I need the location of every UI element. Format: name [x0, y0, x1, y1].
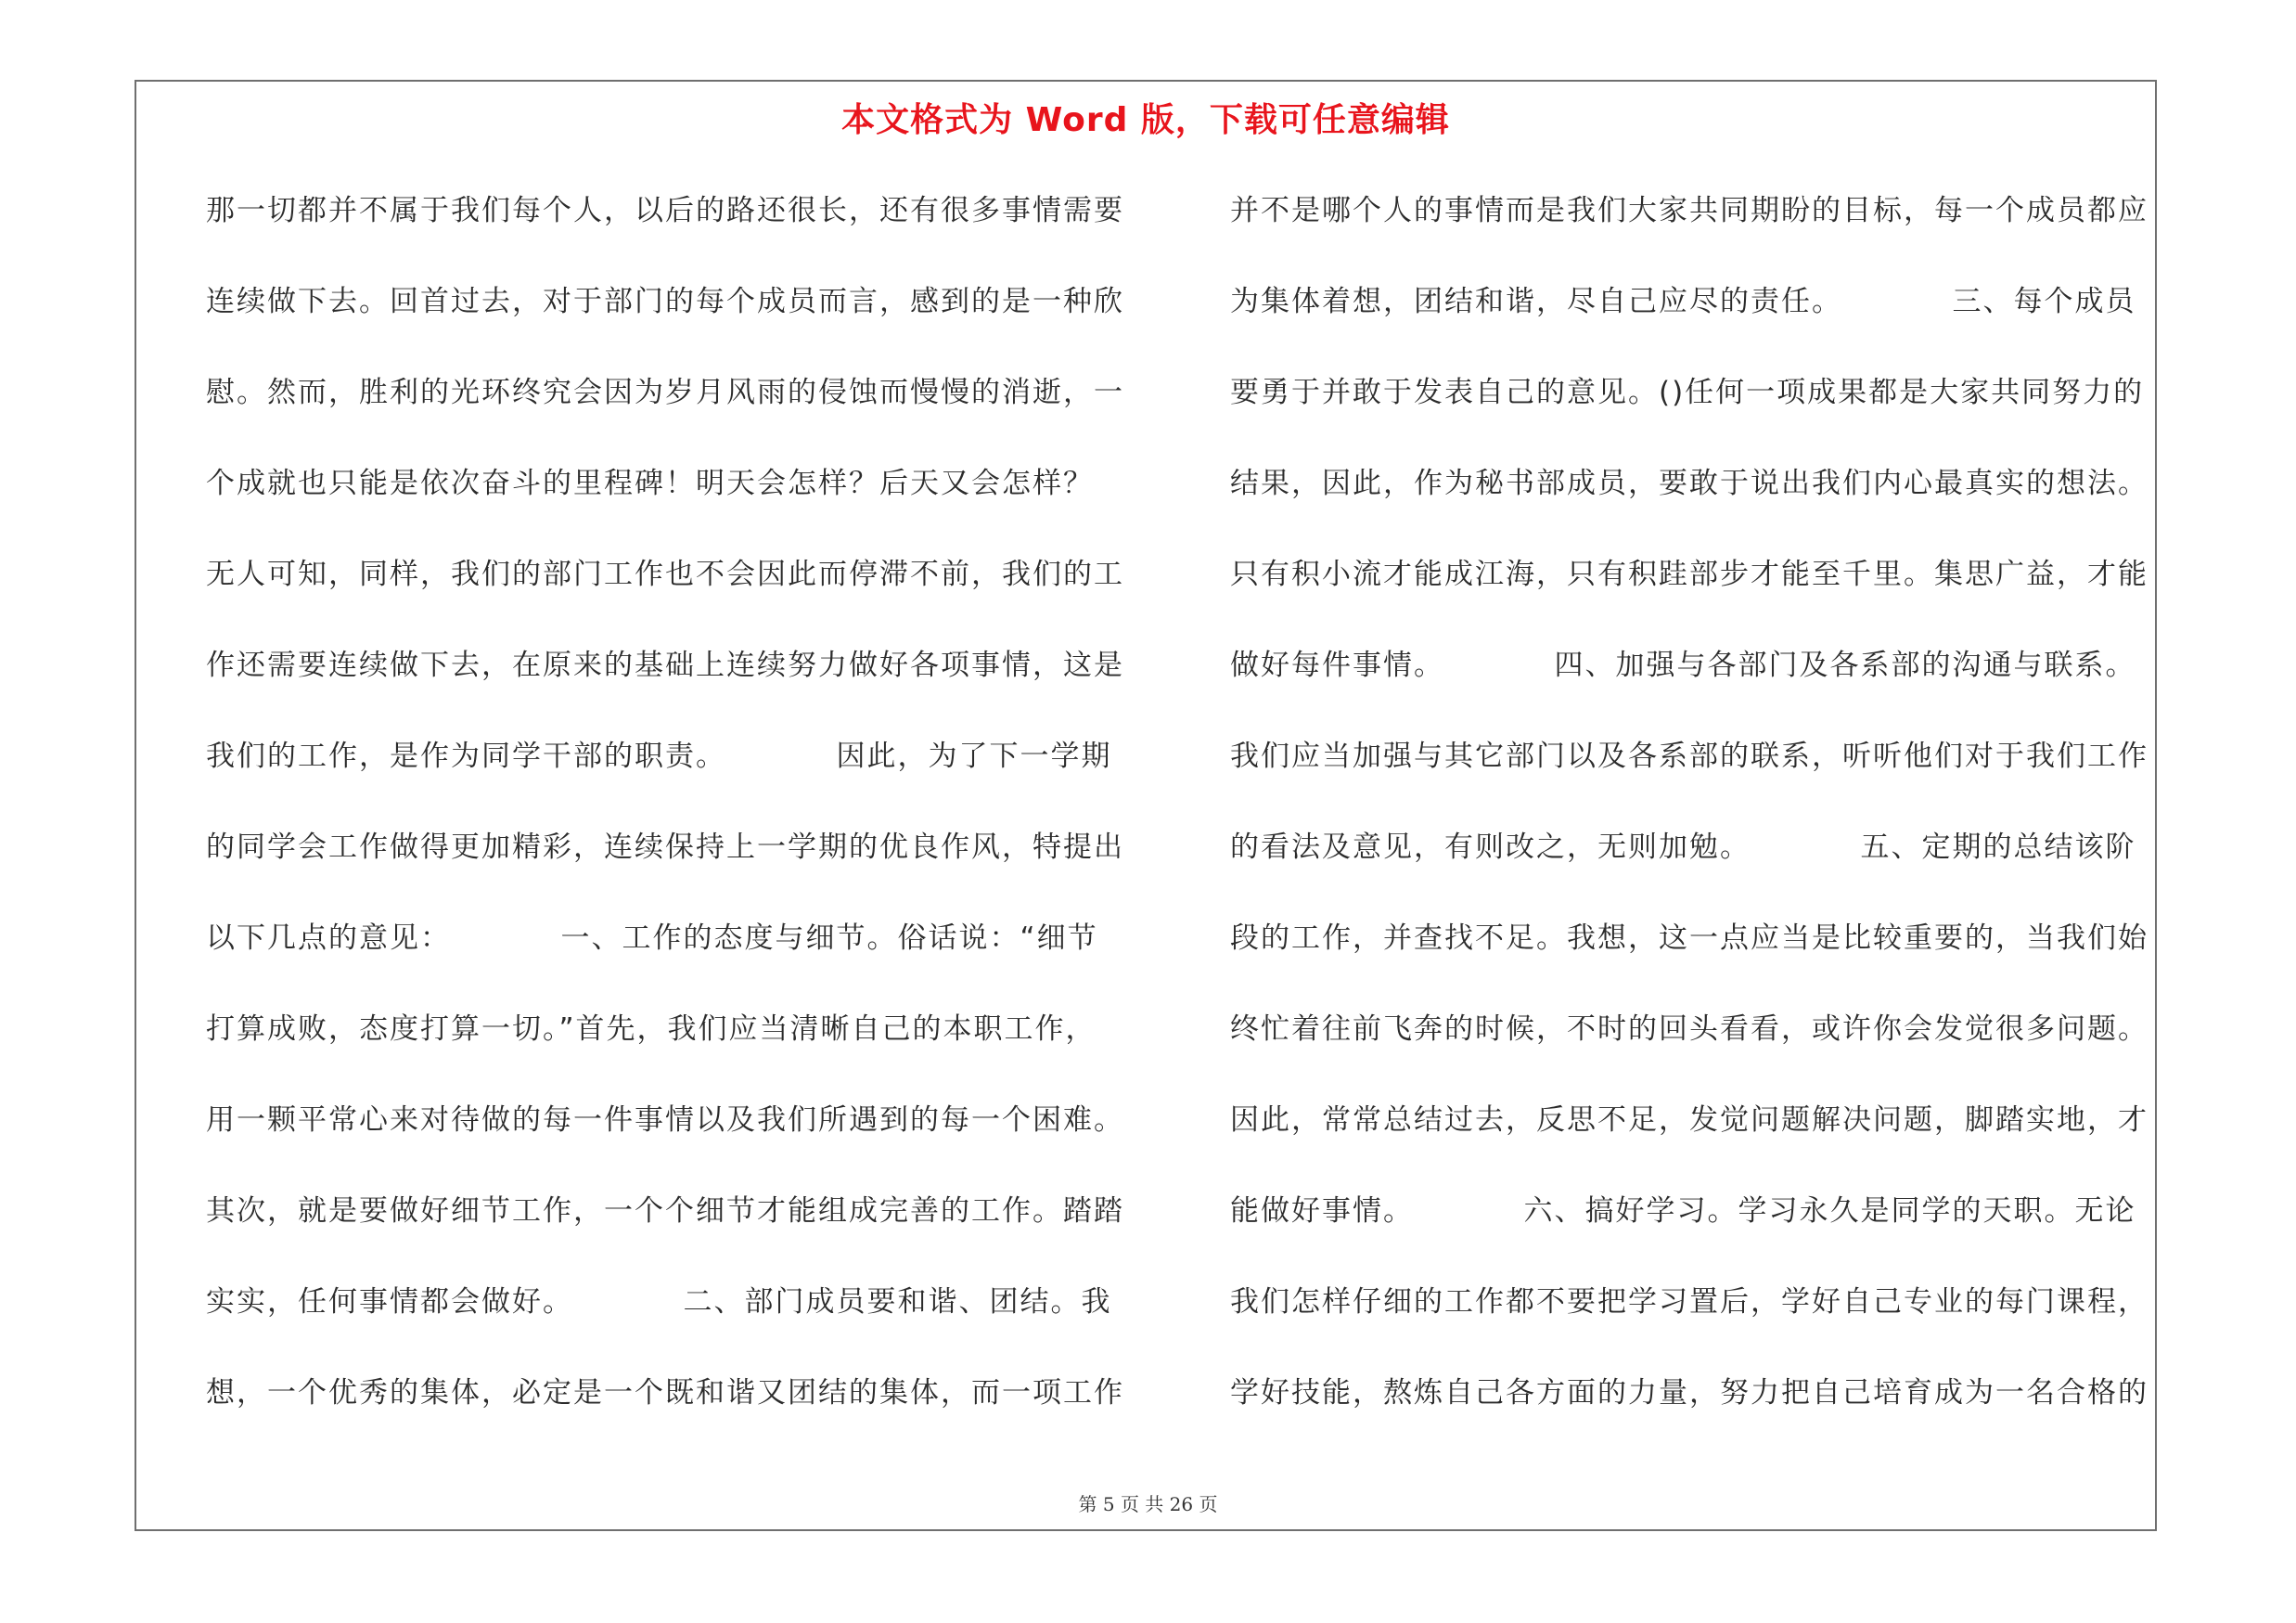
text-line: 段的工作，并查找不足。我想，这一点应当是比较重要的，当我们始: [1230, 921, 2148, 955]
text-line: 并不是哪个人的事情而是我们大家共同期盼的目标，每一个成员都应: [1230, 194, 2148, 227]
page-number-footer: 第 5 页 共 26 页: [1078, 1493, 1218, 1515]
text-line: 打算成败，态度打算一切。”首先，我们应当清晰自己的本职工作，: [206, 1012, 1097, 1046]
text-line: 我们应当加强与其它部门以及各系部的联系，听听他们对于我们工作: [1230, 740, 2148, 773]
text-line: 为集体着想，团结和谐，尽自己应尽的责任。 三、每个成员: [1230, 285, 2136, 318]
text-line: 其次，就是要做好细节工作，一个个细节才能组成完善的工作。踏踏: [206, 1194, 1124, 1228]
text-line: 我们的工作，是作为同学干部的职责。 因此，为了下一学期: [206, 740, 1112, 773]
text-line: 的看法及意见，有则改之，无则加勉。 五、定期的总结该阶: [1230, 831, 2136, 864]
text-line: 想，一个优秀的集体，必定是一个既和谐又团结的集体，而一项工作: [206, 1376, 1124, 1410]
text-line: 要勇于并敢于发表自己的意见。()任何一项成果都是大家共同努力的: [1230, 376, 2145, 409]
text-line: 只有积小流才能成江海，只有积跬部步才能至千里。集思广益，才能: [1230, 558, 2148, 591]
text-line: 终忙着往前飞奔的时候，不时的回头看看，或许你会发觉很多问题。: [1230, 1012, 2148, 1046]
editable-notice-banner: 本文格式为 Word 版，下载可任意编辑: [841, 101, 1450, 139]
text-line: 连续做下去。回首过去，对于部门的每个成员而言，感到的是一种欣: [206, 285, 1124, 318]
text-line: 无人可知，同样，我们的部门工作也不会因此而停滞不前，我们的工: [206, 558, 1124, 591]
text-line: 做好每件事情。 四、加强与各部门及各系部的沟通与联系。: [1230, 649, 2136, 682]
text-line: 作还需要连续做下去，在原来的基础上连续努力做好各项事情，这是: [206, 649, 1124, 682]
text-line: 用一颗平常心来对待做的每一件事情以及我们所遇到的每一个困难。: [206, 1103, 1124, 1137]
right-text-column: [1230, 165, 2176, 1438]
text-line: 能做好事情。 六、搞好学习。学习永久是同学的天职。无论: [1230, 1194, 2136, 1228]
text-line: 以下几点的意见： 一、工作的态度与细节。俗话说：“细节: [206, 921, 1098, 955]
text-line: 学好技能，熬炼自己各方面的力量，努力把自己培育成为一名合格的: [1230, 1376, 2148, 1410]
text-line: 个成就也只能是依次奋斗的里程碑！明天会怎样？后天又会怎样？: [206, 467, 1094, 500]
left-text-column: [206, 165, 1152, 1438]
text-line: 那一切都并不属于我们每个人，以后的路还很长，还有很多事情需要: [206, 194, 1124, 227]
text-line: 的同学会工作做得更加精彩，连续保持上一学期的优良作风，特提出: [206, 831, 1124, 864]
text-line: 我们怎样仔细的工作都不要把学习置后，学好自己专业的每门课程，: [1230, 1285, 2148, 1319]
text-line: 实实，任何事情都会做好。 二、部门成员要和谐、团结。我: [206, 1285, 1112, 1319]
text-line: 因此，常常总结过去，反思不足，发觉问题解决问题，脚踏实地，才: [1230, 1103, 2148, 1137]
text-line: 结果，因此，作为秘书部成员，要敢于说出我们内心最真实的想法。: [1230, 467, 2148, 500]
text-line: 慰。然而，胜利的光环终究会因为岁月风雨的侵蚀而慢慢的消逝，一: [206, 376, 1124, 409]
